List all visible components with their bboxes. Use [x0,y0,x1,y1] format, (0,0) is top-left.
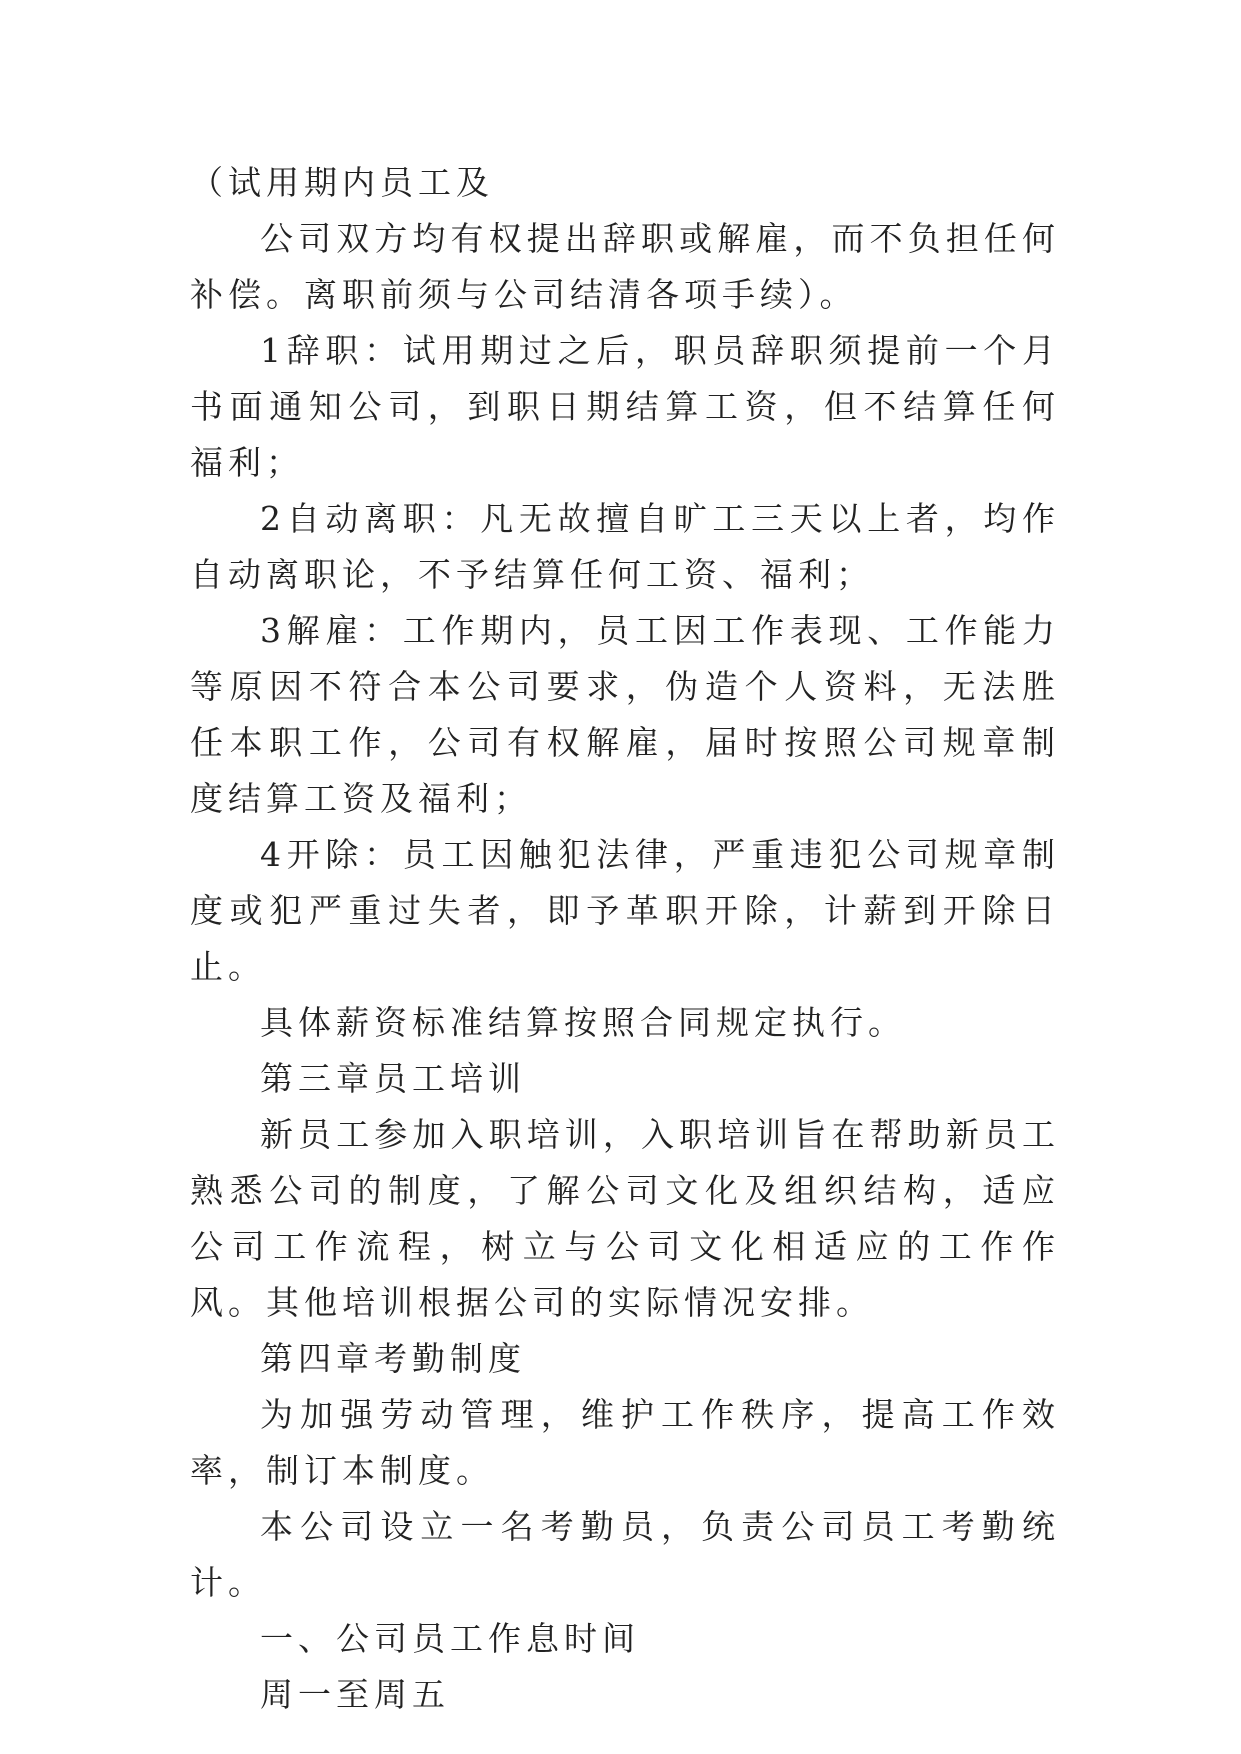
paragraph-weekdays: 周一至周五 [260,1675,450,1714]
chapter-heading-training: 第三章员工培训 [260,1059,526,1098]
paragraph-probation-terms: 公司双方均有权提出辞职或解雇，而不负担任何补偿。离职前须与公司结清各项手续）。 [190,219,1060,314]
section-heading-work-hours: 一、公司员工作息时间 [260,1619,640,1658]
paragraph-automatic-leave: 2自动离职：凡无故擅自旷工三天以上者，均作自动离职论，不予结算任何工资、福利； [190,499,1060,594]
paragraph-expulsion: 4开除：员工因触犯法律，严重违犯公司规章制度或犯严重过失者，即予革职开除，计薪到开除日止。 [190,835,1060,986]
paragraph-attendance-purpose: 为加强劳动管理，维护工作秩序，提高工作效率，制订本制度。 [190,1395,1060,1490]
paragraph-dismissal: 3解雇：工作期内，员工因工作表现、工作能力等原因不符合本公司要求，伪造个人资料，无法胜任本职工作，公司有权解雇，届时按照公司规章制度结算工资及福利； [190,611,1060,818]
chapter-heading-attendance: 第四章考勤制度 [260,1339,526,1378]
document-body [190,155,1060,1723]
paragraph-resignation: 1辞职：试用期过之后，职员辞职须提前一个月书面通知公司，到职日期结算工资，但不结算任何福利； [190,331,1060,482]
paragraph-salary-settlement: 具体薪资标准结算按照合同规定执行。 [260,1003,906,1042]
paragraph-training: 新员工参加入职培训，入职培训旨在帮助新员工熟悉公司的制度，了解公司文化及组织结构，适应公司工作流程，树立与公司文化相适应的工作作风。其他培训根据公司的实际情况安排。 [190,1115,1060,1322]
paragraph-probation-heading: （试用期内员工及 [190,163,494,202]
paragraph-attendance-officer: 本公司设立一名考勤员，负责公司员工考勤统计。 [190,1507,1060,1602]
